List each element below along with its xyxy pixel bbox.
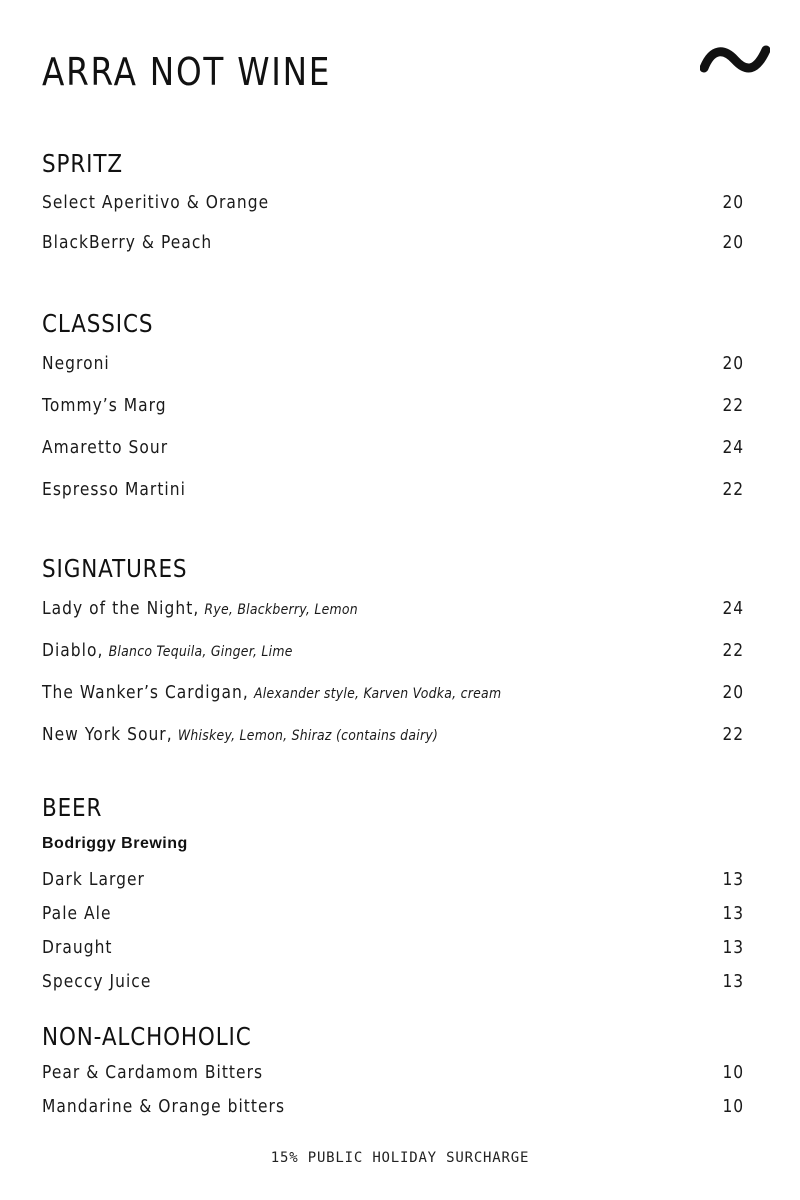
item-price: 13 (722, 936, 744, 958)
item-price: 22 (722, 478, 744, 500)
item-price: 13 (722, 868, 744, 890)
item-title: New York Sour, (42, 723, 173, 745)
item-description: Rye, Blackberry, Lemon (204, 601, 358, 618)
item-name: Negroni (42, 352, 110, 374)
item-name: Draught (42, 936, 113, 958)
item-price: 22 (722, 394, 744, 416)
item-description: Blanco Tequila, Ginger, Lime (108, 643, 293, 660)
item-name: Espresso Martini (42, 478, 186, 500)
item-name (42, 682, 501, 703)
item-price: 20 (722, 191, 744, 213)
item-title: The Wanker’s Cardigan, (42, 681, 249, 703)
menu-item (42, 468, 744, 510)
section-signatures (42, 551, 744, 755)
item-description: Alexander style, Karven Vodka, cream (253, 685, 502, 702)
menu-item (42, 930, 744, 964)
menu-item (42, 1055, 744, 1089)
item-price: 13 (722, 902, 744, 924)
menu-item (42, 342, 744, 384)
item-name: Amaretto Sour (42, 436, 169, 458)
item-price: 13 (722, 970, 744, 992)
item-name: Pale Ale (42, 902, 112, 924)
item-name (42, 724, 438, 745)
item-price: 10 (722, 1061, 744, 1083)
section-heading-classics: CLASSICS (42, 309, 154, 338)
item-title: Diablo, (42, 639, 104, 661)
menu-item (42, 964, 744, 998)
item-name (42, 598, 358, 619)
item-name: BlackBerry & Peach (42, 231, 213, 253)
tilde-wave-icon (700, 38, 770, 84)
item-price: 24 (722, 436, 744, 458)
item-name: Dark Larger (42, 868, 145, 890)
section-classics (42, 306, 744, 510)
menu-item (42, 671, 744, 713)
menu-title: ARRA NOT WINE (42, 50, 332, 94)
menu-item (42, 182, 744, 222)
section-heading-signatures: SIGNATURES (42, 554, 188, 583)
section-heading-non-alcoholic: NON-ALCHOHOLIC (42, 1022, 252, 1051)
item-price: 24 (722, 597, 744, 619)
section-heading-spritz: SPRITZ (42, 149, 123, 178)
menu-item (42, 629, 744, 671)
menu-item (42, 1089, 744, 1123)
item-price: 20 (722, 681, 744, 703)
menu-item (42, 896, 744, 930)
menu-item (42, 862, 744, 896)
item-price: 20 (722, 231, 744, 253)
menu-item (42, 587, 744, 629)
item-name: Speccy Juice (42, 970, 152, 992)
item-title: Lady of the Night, (42, 597, 200, 619)
surcharge-note: 15% PUBLIC HOLIDAY SURCHARGE (270, 1150, 530, 1166)
item-name: Mandarine & Orange bitters (42, 1095, 286, 1117)
item-price: 10 (722, 1095, 744, 1117)
section-heading-beer: BEER (42, 793, 103, 822)
menu-item (42, 222, 744, 262)
menu-item (42, 426, 744, 468)
menu-item (42, 384, 744, 426)
menu-item (42, 713, 744, 755)
brewery-name: Bodriggy Brewing (42, 835, 188, 852)
section-non-alcoholic (42, 1019, 744, 1123)
item-name: Tommy’s Marg (42, 394, 167, 416)
item-price: 22 (722, 639, 744, 661)
section-beer (42, 790, 744, 998)
item-price: 22 (722, 723, 744, 745)
item-price: 20 (722, 352, 744, 374)
item-name: Select Aperitivo & Orange (42, 191, 270, 213)
item-name (42, 640, 293, 661)
item-description: Whiskey, Lemon, Shiraz (contains dairy) (177, 727, 439, 744)
item-name: Pear & Cardamom Bitters (42, 1061, 264, 1083)
section-spritz (42, 146, 744, 262)
